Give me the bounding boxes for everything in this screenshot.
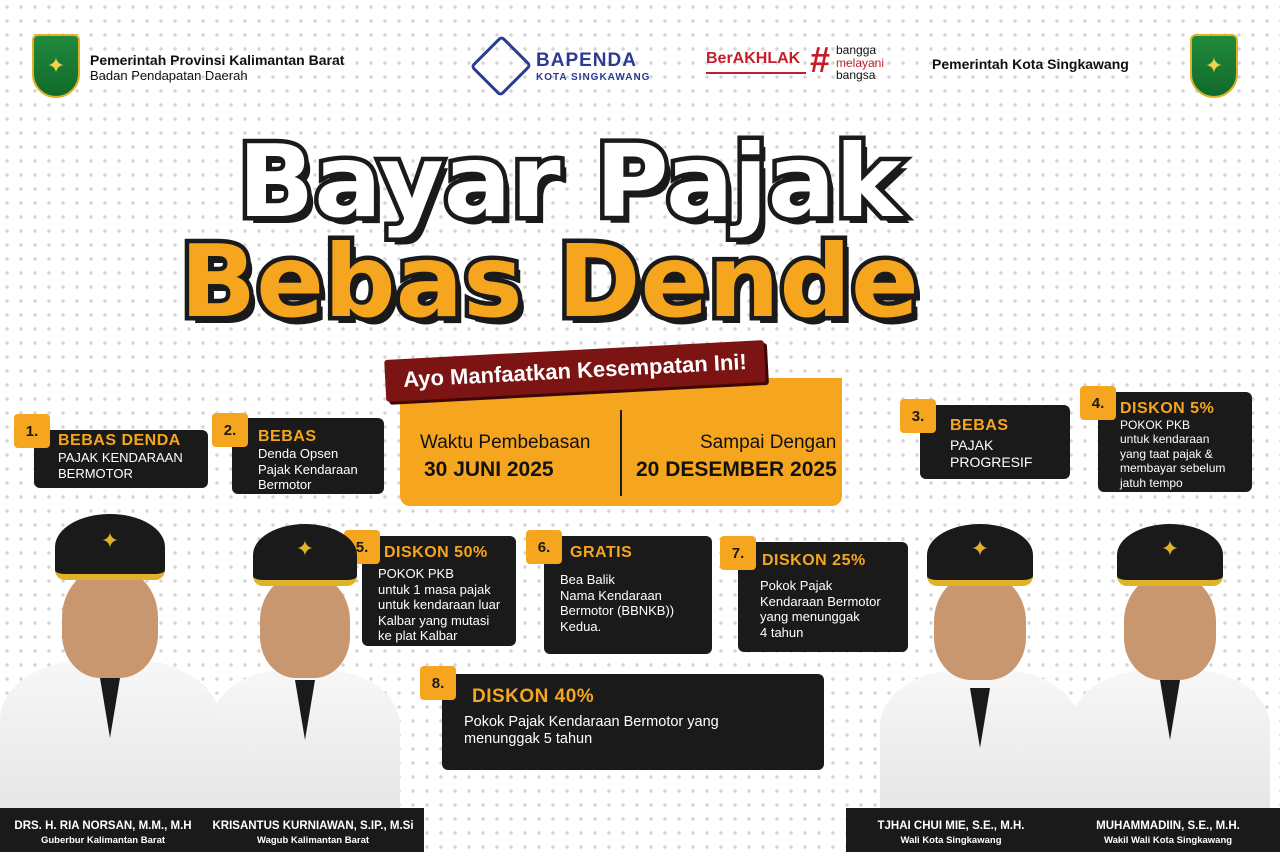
garuda-icon: ✦	[970, 536, 990, 561]
item-card-2	[232, 418, 384, 494]
item-line: PROGRESIF	[950, 453, 1033, 470]
hashtag-icon: #	[810, 39, 831, 80]
item-line: untuk kendaraan luar	[378, 597, 501, 613]
item-line: Kedua.	[560, 618, 602, 634]
official-position: Wagub Kalimantan Barat	[256, 835, 370, 846]
officials-right-namebar	[846, 808, 1280, 852]
promo-banner: Ayo Manfaatkan Kesempatan Ini!	[384, 340, 766, 402]
item-body	[464, 714, 719, 749]
period-divider	[620, 410, 622, 496]
kalbar-emblem-icon: ✦	[32, 34, 80, 98]
item-body	[258, 446, 358, 493]
item-body	[950, 437, 1032, 471]
garuda-icon: ✦	[1160, 536, 1180, 561]
tie	[1160, 680, 1180, 740]
item-title: DISKON 40%	[472, 686, 595, 707]
prov-title: Pemerintah Provinsi Kalimantan Barat	[90, 52, 345, 68]
berakhlak-tag-3: bangsa	[836, 68, 876, 83]
bapenda-logo-icon	[472, 36, 532, 98]
prov-subtitle: Badan Pendapatan Daerah	[90, 68, 248, 83]
item-card-6	[544, 536, 712, 654]
item-line: Bea Balik	[560, 572, 615, 587]
item-card-1	[34, 430, 208, 488]
item-line: untuk 1 masa pajak	[378, 581, 491, 597]
item-line: yang menunggak	[760, 609, 860, 625]
item-number: 2.	[212, 413, 248, 447]
official-position: Wakil Wali Kota Singkawang	[1103, 835, 1233, 846]
item-card-8	[442, 674, 824, 770]
tie	[970, 688, 990, 748]
item-body	[58, 450, 183, 481]
period-start-date: 30 JUNI 2025	[424, 458, 554, 481]
item-line: jatuh tempo	[1120, 475, 1183, 490]
item-line: Kalbar yang mutasi	[378, 612, 490, 628]
berakhlak-underline	[706, 72, 806, 74]
item-card-4	[1098, 392, 1252, 492]
item-line: POKOK PKB	[378, 566, 454, 581]
face	[62, 568, 158, 678]
tie	[100, 678, 120, 738]
item-line: membayar sebelum	[1120, 461, 1226, 476]
official-name: TJHAI CHUI MIE, S.E., M.H.	[877, 820, 1025, 832]
berakhlak-tag-1: bangga	[836, 43, 877, 57]
berakhlak-name: BerAKHLAK	[706, 50, 801, 67]
item-line: Denda Opsen	[258, 446, 339, 461]
item-body	[760, 578, 881, 640]
item-title: GRATIS	[570, 544, 633, 561]
item-line: 4 tahun	[760, 624, 804, 640]
item-body	[1120, 418, 1225, 490]
official-name: KRISANTUS KURNIAWAN, S.IP., M.Si	[212, 820, 414, 832]
item-line: untuk kendaraan	[1120, 432, 1210, 447]
official-position: Wali Kota Singkawang	[900, 835, 1002, 846]
item-line: yang taat pajak &	[1120, 446, 1213, 461]
period-end-label: Sampai Dengan	[700, 432, 837, 453]
berakhlak-tag-2: melayani	[836, 55, 885, 70]
item-line: Bermotor (BBNKB))	[560, 603, 675, 619]
item-line: PAJAK KENDARAAN	[58, 450, 183, 465]
official-photo-1	[0, 510, 220, 810]
item-body	[560, 572, 674, 634]
berakhlak-logo	[706, 39, 891, 86]
garuda-icon: ✦	[100, 528, 120, 553]
item-number: 1.	[14, 414, 50, 448]
period-start-label: Waktu Pembebasan	[420, 432, 591, 453]
item-number: 8.	[420, 666, 456, 700]
item-title: DISKON 25%	[762, 552, 866, 569]
item-title: DISKON 50%	[384, 544, 488, 561]
face	[1124, 574, 1216, 680]
item-line: menunggak 5 tahun	[464, 731, 593, 748]
item-number: 5.	[344, 530, 380, 564]
singkawang-emblem-icon: ✦	[1190, 34, 1238, 98]
official-name: DRS. H. RIA NORSAN, M.M., M.H	[14, 820, 192, 832]
official-photo-4	[1070, 520, 1270, 810]
item-card-3	[920, 405, 1070, 479]
official-name: MUHAMMADIIN, S.E., M.H.	[1096, 820, 1240, 832]
item-title: DISKON 5%	[1120, 400, 1215, 417]
bapenda-logo	[536, 50, 650, 83]
item-line: Pokok Pajak	[760, 578, 833, 593]
item-line: Kendaraan Bermotor	[760, 593, 881, 609]
item-line: BERMOTOR	[58, 465, 133, 481]
officials-left-namebar	[0, 808, 424, 852]
item-line: PAJAK	[950, 437, 994, 453]
tie	[295, 680, 315, 740]
garuda-icon: ✦	[295, 536, 315, 561]
bapenda-subtitle: KOTA SINGKAWANG	[536, 72, 651, 83]
item-number: 6.	[526, 530, 562, 564]
item-number: 7.	[720, 536, 756, 570]
period-end-date: 20 DESEMBER 2025	[636, 458, 837, 481]
face	[934, 574, 1026, 680]
item-line: POKOK PKB	[1120, 418, 1191, 432]
item-line: Pokok Pajak Kendaraan Bermotor yang	[464, 714, 719, 730]
item-title: BEBAS	[950, 417, 1009, 434]
official-photo-3	[880, 520, 1080, 810]
item-line: ke plat Kalbar	[378, 628, 458, 644]
headline-line2: Bebas Dende	[180, 223, 919, 340]
item-line: Nama Kendaraan	[560, 587, 662, 603]
item-title: BEBAS DENDA	[58, 432, 181, 449]
face	[260, 574, 350, 678]
berakhlak-tagline	[836, 44, 884, 82]
official-photo-2	[210, 520, 400, 810]
headline-line1: Bayar Pajak	[238, 123, 902, 240]
item-number: 4.	[1080, 386, 1116, 420]
prov-header	[90, 52, 344, 83]
official-position: Guberbur Kalimantan Barat	[40, 835, 166, 846]
item-line: Bermotor	[258, 477, 312, 493]
item-number: 3.	[900, 399, 936, 433]
kota-title: Pemerintah Kota Singkawang	[932, 56, 1129, 72]
item-line: Pajak Kendaraan	[258, 461, 358, 477]
bapenda-name: BAPENDA	[536, 50, 637, 71]
item-title: BEBAS	[258, 428, 317, 445]
